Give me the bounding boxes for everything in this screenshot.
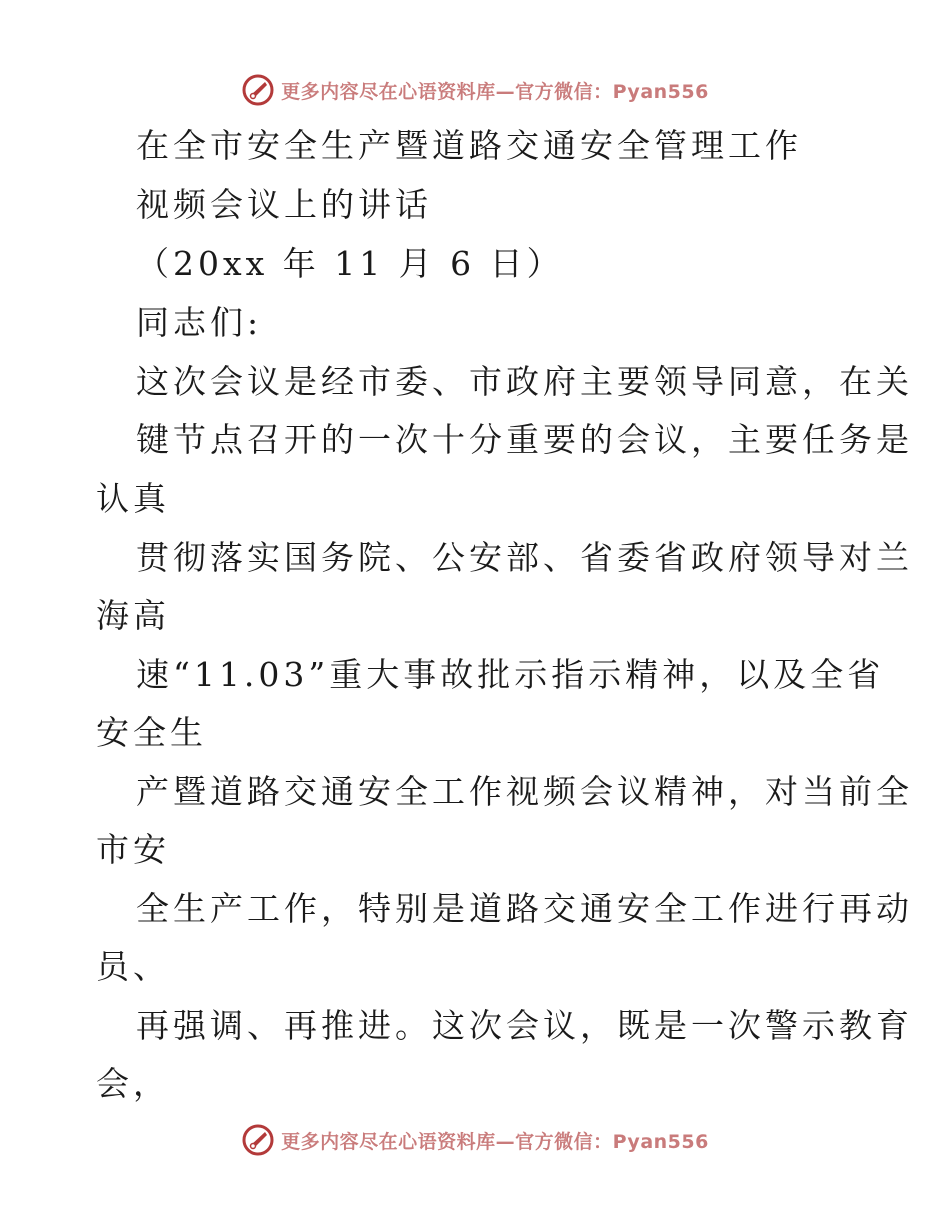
date-line: （20xx 年 11 月 6 日）	[136, 244, 564, 283]
watermark-text: 更多内容尽在心语资料库—官方微信：Pyan556	[281, 80, 709, 103]
body-line: 速“11.03”重大事故批示指示精神，以及全省	[136, 655, 885, 694]
body-line: 键节点召开的一次十分重要的会议，主要任务是	[136, 420, 913, 459]
watermark-text: 更多内容尽在心语资料库—官方微信：Pyan556	[281, 1130, 709, 1153]
body-line: 海高	[96, 596, 170, 635]
body-line: 产暨道路交通安全工作视频会议精神，对当前全	[136, 772, 913, 811]
body-line: 再强调、再推进。这次会议，既是一次警示教育	[136, 1006, 913, 1045]
body-line: 这次会议是经市委、市政府主要领导同意，在关	[136, 362, 913, 401]
body-line: 市安	[96, 830, 170, 869]
watermark-logo-icon	[241, 73, 275, 107]
watermark-logo-icon	[241, 1123, 275, 1157]
body-line: 会，	[96, 1064, 170, 1103]
body-line: 全生产工作，特别是道路交通安全工作进行再动	[136, 889, 913, 928]
salutation: 同志们:	[136, 303, 263, 342]
title-line-2: 视频会议上的讲话	[136, 185, 432, 224]
body-line: 员、	[96, 947, 170, 986]
body-line: 认真	[96, 479, 170, 518]
body-line: 贯彻落实国务院、公安部、省委省政府领导对兰	[136, 538, 913, 577]
body-line: 安全生	[96, 713, 207, 752]
header-watermark	[0, 70, 950, 110]
footer-watermark	[0, 1120, 950, 1160]
title-line-1: 在全市安全生产暨道路交通安全管理工作	[136, 126, 802, 165]
